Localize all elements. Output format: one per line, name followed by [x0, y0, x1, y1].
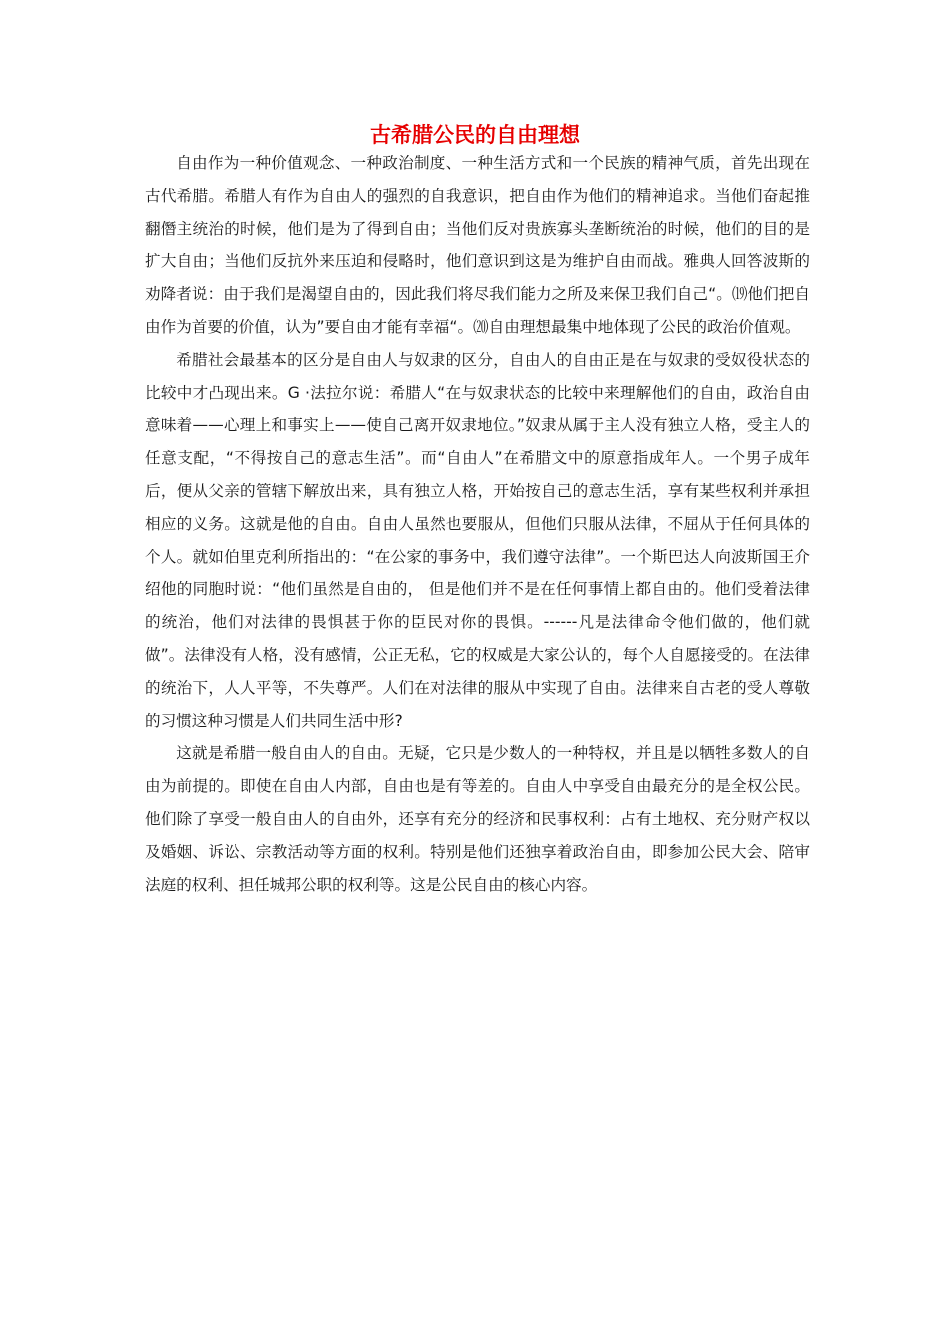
paragraph-2: 希腊社会最基本的区分是自由人与奴隶的区分，自由人的自由正是在与奴隶的受奴役状态的比较中才凸现出来。G ·法拉尔说：希腊人“在与奴隶状态的比较中来理解他们的自由，政治自由意味着——心理上和事实上——使自己离开奴隶地位。”奴隶从属于主人没有独立人格，受主人的任意支配，“不得按自己的意志生活”。而“自由人”在希腊文中的原意指成年人。一个男子成年后，便从父亲的管辖下解放出来，具有独立人格，开始按自己的意志生活，享有某些权利并承担相应的义务。这就是他的自由。自由人虽然也要服从，但他们只服从法律，不屈从于任何具体的个人。就如伯里克利所指出的：“在公家的事务中，我们遵守法律”。一个斯巴达人向波斯国王介绍他的同胞时说：“他们虽然是自由的， 但是他们并不是在任何事情上都自由的。他们受着法律的统治，他们对法律的畏惧甚于你的臣民对你的畏惧。------凡是法律命令他们做的，他们就做”。法律没有人格，没有感情，公正无私，它的权威是大家公认的，每个人自愿接受的。在法律的统治下，人人平等，不失尊严。人们在对法律的服从中实现了自由。法律来自古老的受人尊敬的习惯这种习惯是人们共同生活中形?: [145, 350, 810, 730]
paragraph-3: 这就是希腊一般自由人的自由。无疑，它只是少数人的一种特权，并且是以牺牲多数人的自由为前提的。即使在自由人内部，自由也是有等差的。自由人中享受自由最充分的是全权公民。他们除了享受一般自由人的自由外，还享有充分的经济和民事权利：占有土地权、充分财产权以及婚姻、诉讼、宗教活动等方面的权利。特别是他们还独享着政治自由，即参加公民大会、陪审法庭的权利、担任城邦公职的权利等。这是公民自由的核心内容。: [145, 744, 810, 894]
document-body: [145, 147, 810, 901]
document-title: 古希腊公民的自由理想: [370, 123, 580, 147]
paragraph-1: 自由作为一种价值观念、一种政治制度、一种生活方式和一个民族的精神气质，首先出现在古代希腊。希腊人有作为自由人的强烈的自我意识，把自由作为他们的精神追求。当他们奋起推翻僭主统治的时候，他们是为了得到自由；当他们反对贵族寡头垄断统治的时候，他们的目的是扩大自由；当他们反抗外来压迫和侵略时，他们意识到这是为维护自由而战。雅典人回答波斯的劝降者说：由于我们是渴望自由的，因此我们将尽我们能力之所及来保卫我们自己“。⒆他们把自由作为首要的价值，认为”要自由才能有幸福“。⒇自由理想最集中地体现了公民的政治价值观。: [145, 154, 810, 336]
